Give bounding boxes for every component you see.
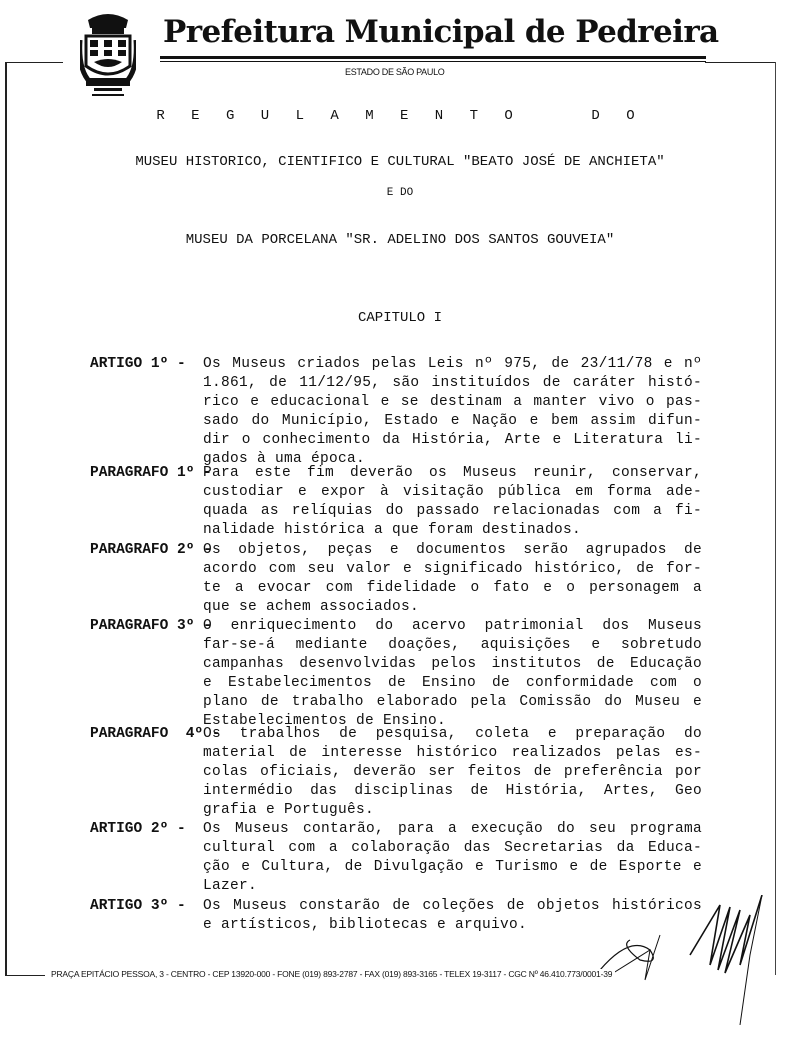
section-line: cultural com a colaboração das Secretarias da Educa- [203, 840, 702, 856]
section-5 [90, 725, 702, 820]
section-line: Lazer. [203, 878, 258, 894]
section-line: que se achem associados. [203, 599, 420, 615]
section-line: Para este fim deverão os Museus reunir, conservar, [203, 465, 702, 481]
section-line: material de interesse histórico realizados pelas es- [203, 745, 702, 761]
section-line: sado do Município, Estado e Nação e bem assim difun- [203, 413, 702, 429]
museum-name-2: MUSEU DA PORCELANA "SR. ADELINO DOS SANTOS GOUVEIA" [185, 232, 615, 248]
letterhead-title: Prefeitura Municipal de Pedreira [163, 14, 719, 50]
section-line: e artísticos, bibliotecas e arquivo. [203, 917, 528, 933]
section-line: nalidade histórica a que foram destinados. [203, 522, 582, 538]
section-line: colas oficiais, deverão ser feitos de preferência por [203, 764, 702, 780]
section-line: Os objetos, peças e documentos serão agrupados de [203, 542, 702, 558]
page-frame-top-right [705, 62, 775, 63]
section-line: gados à uma época. [203, 451, 366, 467]
document-heading: R E G U L A M E N T O D O [156, 108, 644, 124]
section-line: e Estabelecimentos de Ensino de conformidade com o [203, 675, 702, 691]
section-line: O enriquecimento do acervo patrimonial dos Museus [203, 618, 702, 634]
section-line: dir o conhecimento da História, Arte e Literatura li- [203, 432, 702, 448]
section-body [203, 820, 702, 896]
section-line: 1.861, de 11/12/95, são instituídos de caráter histó- [203, 375, 702, 391]
section-label: ARTIGO 2º - [90, 821, 186, 837]
section-body [203, 355, 702, 469]
section-body [203, 464, 702, 540]
section-body [203, 725, 702, 820]
section-label: ARTIGO 1º - [90, 356, 186, 372]
section-label: PARAGRAFO 1º - [90, 465, 212, 481]
section-label: PARAGRAFO 4º - [90, 726, 221, 742]
chapter-heading: CAPITULO I [357, 310, 442, 326]
section-line: far-se-á mediante doações, aquisições e sobretudo [203, 637, 702, 653]
letterhead-rule-thin [160, 61, 706, 62]
section-3 [90, 541, 702, 617]
section-line: Os Museus contarão, para a execução do seu programa [203, 821, 702, 837]
section-line: acordo com seu valor e significado histórico, de for- [203, 561, 702, 577]
section-line: Estabelecimentos de Ensino. [203, 713, 447, 729]
section-1 [90, 355, 702, 469]
section-body [203, 541, 702, 617]
coat-of-arms-logo [80, 10, 136, 100]
section-label: ARTIGO 3º - [90, 898, 186, 914]
section-line: rico e educacional e se destinam a manter vivo o pas- [203, 394, 702, 410]
letterhead-subtitle: ESTADO DE SÃO PAULO [345, 67, 445, 77]
section-label: PARAGRAFO 3º - [90, 618, 212, 634]
section-line: campanhas desenvolvidas pelos institutos de Educação [203, 656, 702, 672]
footer-address: PRAÇA EPITÁCIO PESSOA, 3 - CENTRO - CEP 13920-000 - FONE (019) 893-2787 - FAX (019) 893-3165 - TELEX 19-3117 - CGC Nº 46.410.773/0001-39 [48, 969, 615, 979]
section-2 [90, 464, 702, 540]
section-6 [90, 820, 702, 896]
section-line: quada as relíquias do passado relacionadas com a fi- [203, 503, 702, 519]
handwritten-signature [590, 895, 770, 1025]
section-line: intermédio das disciplinas de História, Artes, Geo [203, 783, 702, 799]
connector-text: E DO [386, 187, 414, 199]
section-label: PARAGRAFO 2º - [90, 542, 212, 558]
section-line: Os Museus constarão de coleções de objetos históricos [203, 898, 702, 914]
page-frame-bottom [5, 975, 45, 976]
section-line: custodiar e expor à visitação pública em forma ade- [203, 484, 702, 500]
section-body [203, 617, 702, 731]
museum-name-1: MUSEU HISTORICO, CIENTIFICO E CULTURAL "BEATO JOSÉ DE ANCHIETA" [135, 154, 665, 170]
section-4 [90, 617, 702, 731]
section-line: ção e Cultura, de Divulgação e Turismo e de Esporte e [203, 859, 702, 875]
section-line: plano de trabalho elaborado pela Comissão do Museu e [203, 694, 702, 710]
section-line: te a evocar com fidelidade o fato e o personagem a [203, 580, 702, 596]
section-line: grafia e Português. [203, 802, 375, 818]
letterhead-rule [160, 56, 706, 59]
page-frame-top-left [5, 62, 63, 63]
section-line: Os Museus criados pelas Leis nº 975, de 23/11/78 e nº [203, 356, 702, 372]
section-line: Os trabalhos de pesquisa, coleta e preparação do [203, 726, 702, 742]
